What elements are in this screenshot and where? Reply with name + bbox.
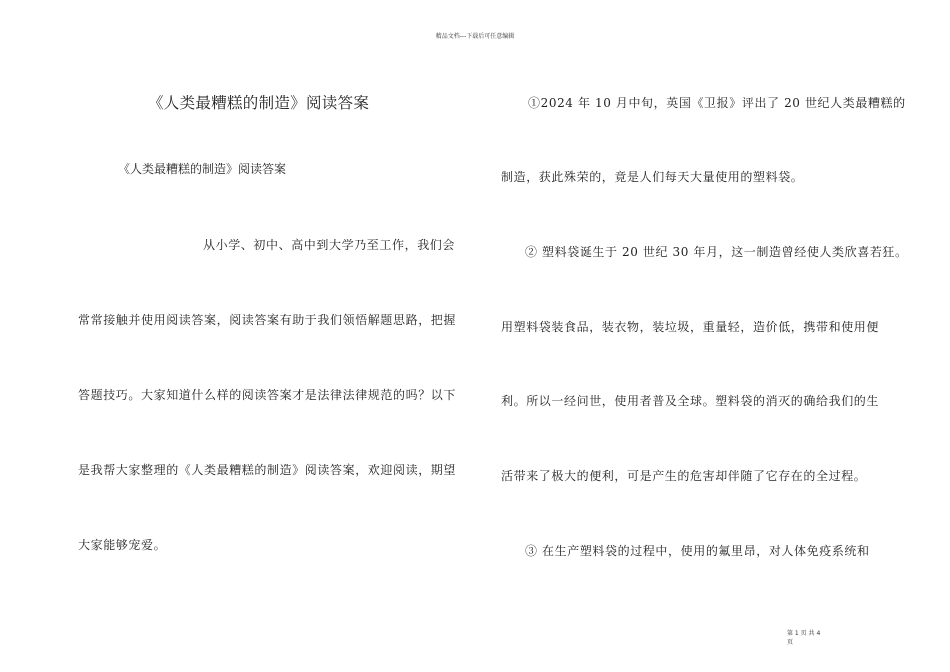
- left-paragraph-line: 常常接触并使用阅读答案，阅读答案有助于我们领悟解题思路，把握: [78, 313, 457, 327]
- left-paragraph-line: 是我帮大家整理的《人类最糟糕的制造》阅读答案，欢迎阅读，期望: [78, 463, 457, 477]
- left-paragraph-line: 从小学、初中、高中到大学乃至工作，我们会: [203, 238, 456, 252]
- right-paragraph-line: ①2024 年 10 月中旬，英国《卫报》评出了 20 世纪人类最糟糕的: [528, 96, 906, 110]
- left-paragraph-line: 大家能够宠爱。: [78, 538, 167, 552]
- page-number-suffix: 页: [787, 639, 794, 646]
- right-paragraph-line: ③ 在生产塑料袋的过程中，使用的氟里昂，对人体免疫系统和: [525, 544, 870, 558]
- right-paragraph-line: 活带来了极大的便利，可是产生的危害却伴随了它存在的全过程。: [501, 469, 867, 483]
- right-paragraph-line: 利。所以一经问世，使用者普及全球。塑料袋的消灭的确给我们的生: [501, 394, 880, 408]
- article-subtitle: 《人类最糟糕的制造》阅读答案: [118, 162, 287, 176]
- document-header: 精品文档---下载后可任意编辑: [435, 33, 515, 40]
- page-title: 《人类最糟糕的制造》阅读答案: [148, 94, 370, 112]
- page-number: 第 1 页 共 4: [787, 630, 821, 637]
- right-paragraph-line: ② 塑料袋诞生于 20 世纪 30 年月，这一制造曾经使人类欣喜若狂。: [525, 245, 908, 259]
- right-paragraph-line: 用塑料袋装食品，装衣物，装垃圾，重量轻，造价低，携带和使用便: [501, 320, 880, 334]
- right-paragraph-line: 制造，获此殊荣的，竟是人们每天大量使用的塑料袋。: [501, 170, 804, 184]
- left-paragraph-line: 答题技巧。大家知道什么样的阅读答案才是法律法律规范的吗？以下: [78, 388, 457, 402]
